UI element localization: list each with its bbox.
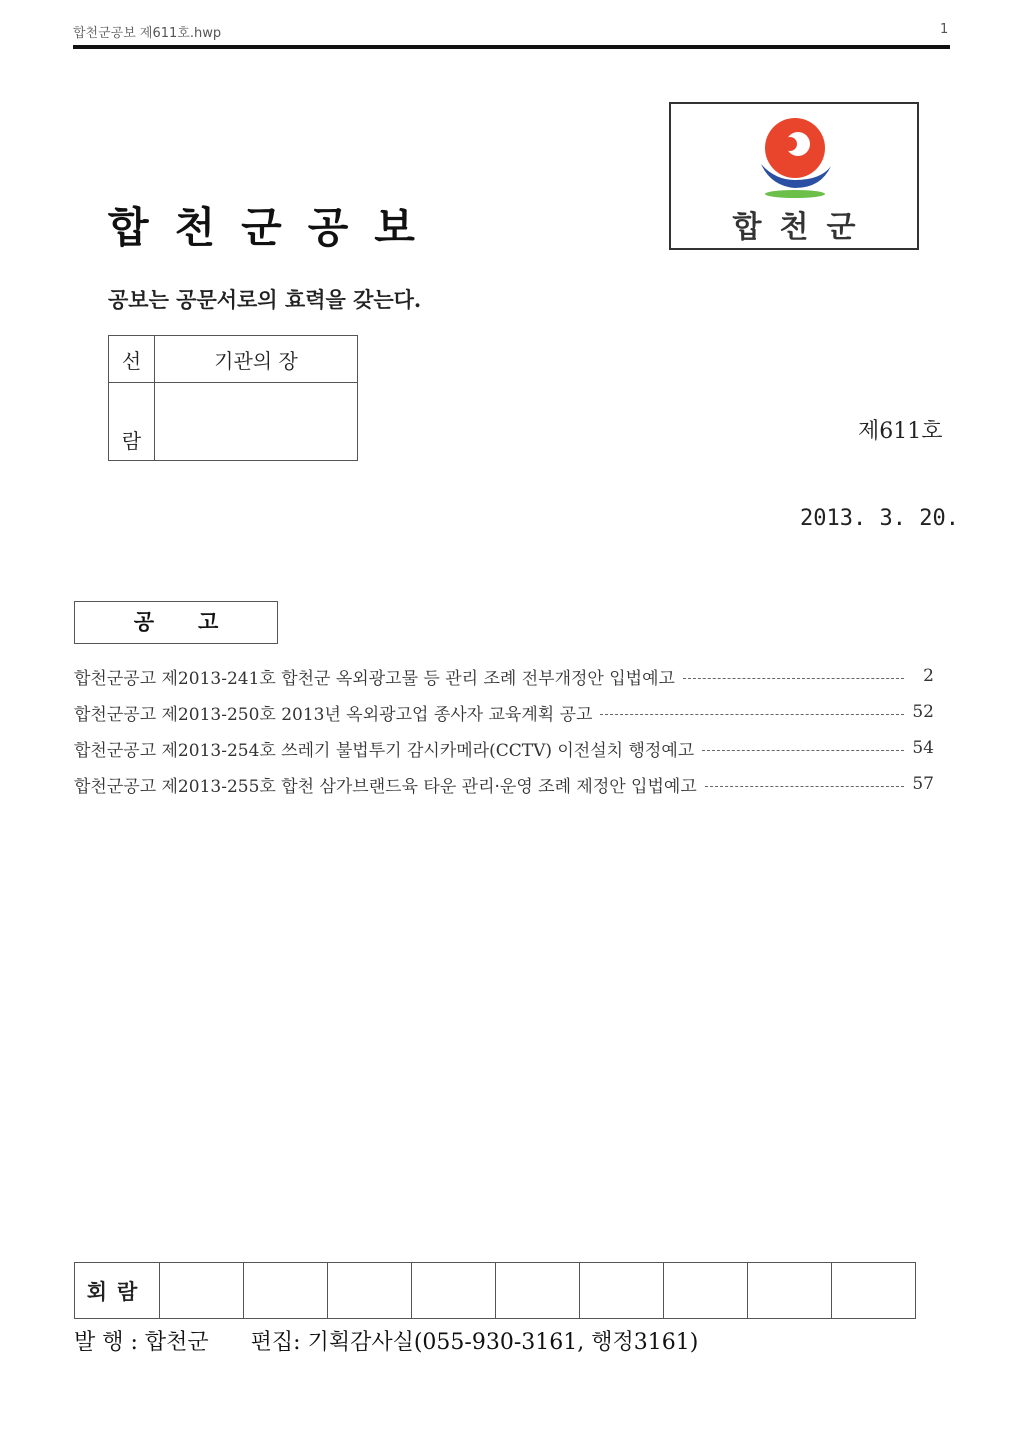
agency-head-header: 기관의 장 — [155, 336, 358, 383]
hapcheon-logo — [669, 102, 919, 250]
document-subtitle: 공보는 공문서로의 효력을 갖는다. — [108, 287, 422, 312]
ram-label: 람 — [109, 383, 155, 461]
circulation-label: 회람 — [75, 1263, 160, 1319]
publication-footer — [74, 1325, 698, 1356]
header-filename: 합천군공보 제611호.hwp — [73, 26, 222, 41]
circulation-cell — [748, 1263, 832, 1319]
toc-item-page: 2 — [923, 666, 934, 686]
circulation-cell — [664, 1263, 748, 1319]
circulation-cell — [580, 1263, 664, 1319]
seon-label: 선 — [109, 336, 155, 383]
toc-item-page: 57 — [912, 774, 934, 794]
publisher-text: 발 행 : 합천군 — [74, 1330, 209, 1355]
toc-item[interactable] — [74, 730, 934, 766]
toc-item-title: 합천군공고 제2013-255호 합천 삼가브랜드육 타운 관리·운영 조례 제정안 입법예고 — [74, 776, 697, 797]
agency-head-signature-cell — [155, 383, 358, 461]
toc-leader — [705, 786, 904, 787]
circulation-cell — [244, 1263, 328, 1319]
toc-leader — [683, 678, 904, 679]
circulation-cell — [412, 1263, 496, 1319]
editor-text: 편집: 기획감사실(055-930-3161, 행정3161) — [250, 1330, 699, 1355]
toc-leader — [702, 750, 904, 751]
header-page-number: 1 — [940, 22, 949, 37]
circulation-cell — [832, 1263, 916, 1319]
circulation-cell — [160, 1263, 244, 1319]
toc-leader — [600, 714, 904, 715]
circulation-cell — [496, 1263, 580, 1319]
toc-item[interactable] — [74, 766, 934, 802]
table-of-contents — [74, 658, 934, 802]
seon-ram-table — [108, 335, 358, 461]
section-title: 공고 — [74, 601, 278, 644]
toc-item[interactable] — [74, 694, 934, 730]
toc-item-page: 52 — [912, 702, 934, 722]
toc-item-page: 54 — [912, 738, 934, 758]
document-title: 합천군공보 — [108, 203, 441, 252]
issue-number: 제611호 — [858, 419, 943, 444]
toc-item-title: 합천군공고 제2013-250호 2013년 옥외광고업 종사자 교육계획 공고 — [74, 704, 593, 725]
toc-item-title: 합천군공고 제2013-254호 쓰레기 불법투기 감시카메라(CCTV) 이전설치 행정예고 — [74, 740, 695, 761]
circulation-table — [74, 1262, 916, 1319]
logo-text: 합천군 — [732, 210, 874, 245]
toc-item[interactable] — [74, 658, 934, 694]
toc-item-title: 합천군공고 제2013-241호 합천군 옥외광고물 등 관리 조례 전부개정안 입법예고 — [74, 668, 675, 689]
issue-date: 2013. 3. 20. — [800, 506, 959, 531]
circulation-cell — [328, 1263, 412, 1319]
header-rule — [73, 45, 950, 49]
